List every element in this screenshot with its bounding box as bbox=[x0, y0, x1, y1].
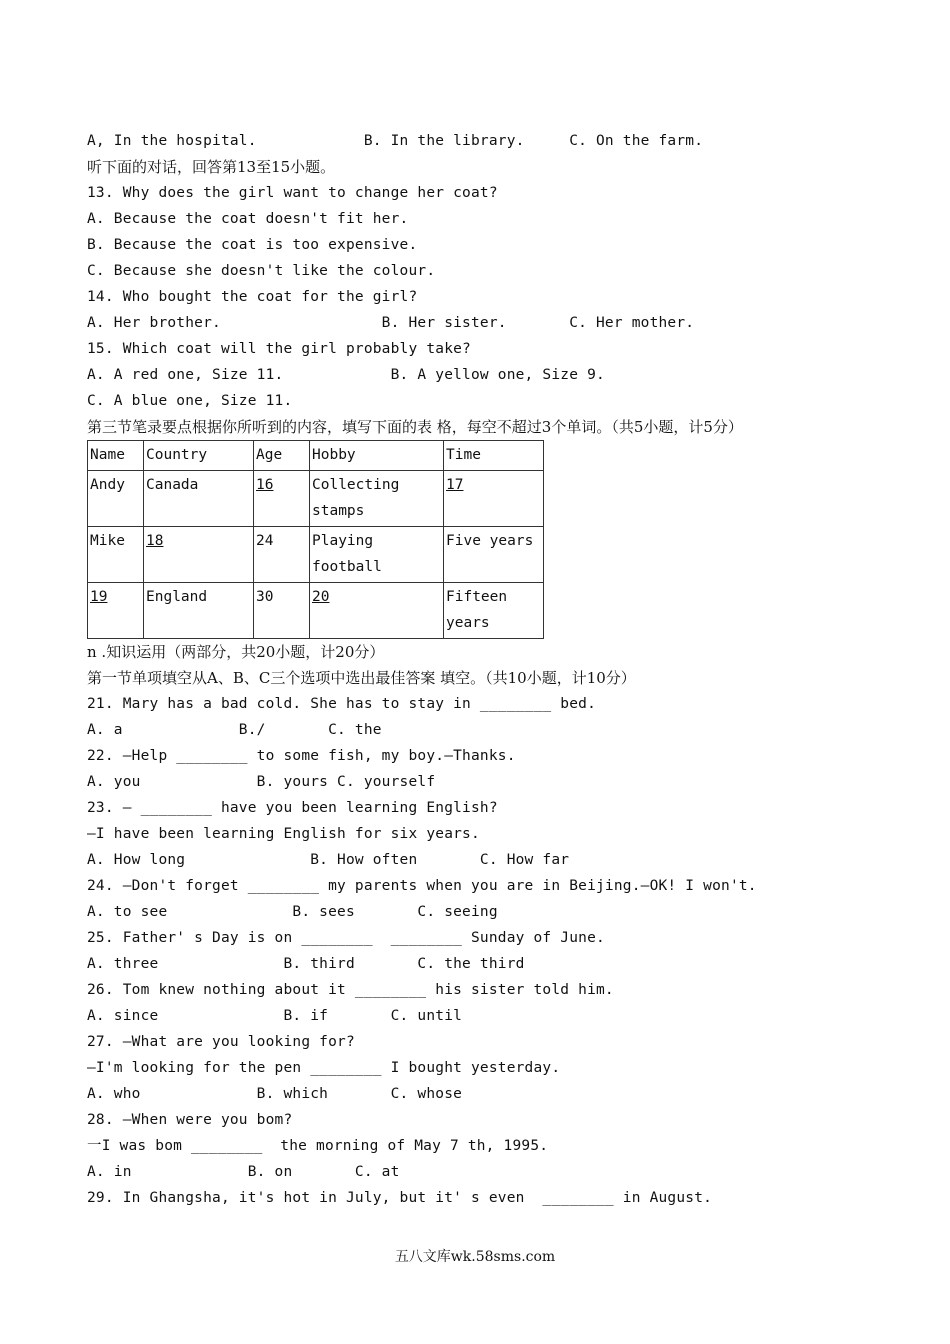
cell-hobby: Collecting stamps bbox=[310, 471, 444, 527]
text-line: 第三节笔录要点根据你所听到的内容，填写下面的表 格，每空不超过3个单词。（共5小题，计5分） bbox=[87, 418, 743, 436]
cell-name: Mike bbox=[88, 527, 144, 583]
text-line: A. to see B. sees C. seeing bbox=[87, 904, 498, 920]
table-header-row bbox=[88, 441, 544, 471]
header-hobby: Hobby bbox=[310, 441, 444, 471]
text-line: 13. Why does the girl want to change her coat? bbox=[87, 185, 498, 201]
text-line: C. A blue one, Size 11. bbox=[87, 393, 293, 409]
cell-country: England bbox=[144, 583, 254, 639]
text-line: 28. —When were you bom? bbox=[87, 1112, 293, 1128]
text-line: A. How long B. How often C. How far bbox=[87, 852, 570, 868]
cell-age: 24 bbox=[254, 527, 310, 583]
cell-name: Andy bbox=[88, 471, 144, 527]
text-line: C. Because she doesn't like the colour. bbox=[87, 263, 436, 279]
table-row bbox=[88, 471, 544, 527]
cell-country: Canada bbox=[144, 471, 254, 527]
cell-time: Five years bbox=[444, 527, 544, 583]
text-line: A. A red one, Size 11. B. A yellow one, Size 9. bbox=[87, 367, 605, 383]
text-line: A. a B./ C. the bbox=[87, 722, 382, 738]
text-line: 23. — ________ have you been learning English? bbox=[87, 800, 498, 816]
notes-table bbox=[87, 440, 544, 639]
text-line: A. you B. yours C. yourself bbox=[87, 774, 436, 790]
text-line: 24. —Don't forget ________ my parents when you are in Beijing.—OK! I won't. bbox=[87, 878, 757, 894]
text-line: 27. —What are you looking for? bbox=[87, 1034, 355, 1050]
text-line: A. Because the coat doesn't fit her. bbox=[87, 211, 409, 227]
text-line: B. Because the coat is too expensive. bbox=[87, 237, 418, 253]
listening-section bbox=[87, 128, 887, 440]
text-line: A. since B. if C. until bbox=[87, 1008, 463, 1024]
knowledge-section bbox=[87, 639, 887, 1211]
blank-17: 17 bbox=[444, 471, 544, 527]
header-country: Country bbox=[144, 441, 254, 471]
text-line: 22. —Help ________ to some fish, my boy.—Thanks. bbox=[87, 748, 516, 764]
text-line: 一I was bom ________ the morning of May 7 th, 1995. bbox=[87, 1138, 549, 1154]
text-line: 21. Mary has a bad cold. She has to stay in ________ bed. bbox=[87, 696, 596, 712]
text-line: 14. Who bought the coat for the girl? bbox=[87, 289, 418, 305]
exam-page bbox=[87, 128, 887, 1211]
text-line: A. Her brother. B. Her sister. C. Her mother. bbox=[87, 315, 695, 331]
blank-20: 20 bbox=[310, 583, 444, 639]
text-line: 第一节单项填空从A、B、C三个选项中选出最佳答案 填空。（共10小题，计10分） bbox=[87, 669, 636, 687]
header-age: Age bbox=[254, 441, 310, 471]
text-line: —I have been learning English for six years. bbox=[87, 826, 480, 842]
text-line: 25. Father' s Day is on ________ ________ Sunday of June. bbox=[87, 930, 605, 946]
text-line: 15. Which coat will the girl probably take? bbox=[87, 341, 471, 357]
table-row bbox=[88, 583, 544, 639]
cell-age: 30 bbox=[254, 583, 310, 639]
text-line: n .知识运用（两部分，共20小题，计20分） bbox=[87, 643, 385, 661]
text-line: 26. Tom knew nothing about it ________ his sister told him. bbox=[87, 982, 614, 998]
text-line: —I'm looking for the pen ________ I bought yesterday. bbox=[87, 1060, 561, 1076]
text-line: A. who B. which C. whose bbox=[87, 1086, 463, 1102]
text-line: A. three B. third C. the third bbox=[87, 956, 525, 972]
blank-18: 18 bbox=[144, 527, 254, 583]
table-row bbox=[88, 527, 544, 583]
header-name: Name bbox=[88, 441, 144, 471]
footer-watermark: 五八文库wk.58sms.com bbox=[394, 1249, 556, 1265]
text-line: A. in B. on C. at bbox=[87, 1164, 400, 1180]
blank-19: 19 bbox=[88, 583, 144, 639]
header-time: Time bbox=[444, 441, 544, 471]
blank-16: 16 bbox=[254, 471, 310, 527]
text-line: A, In the hospital. B. In the library. C. On the farm. bbox=[87, 133, 704, 149]
text-line: 29. In Ghangsha, it's hot in July, but it' s even ________ in August. bbox=[87, 1190, 713, 1206]
cell-time: Fifteen years bbox=[444, 583, 544, 639]
text-line: 听下面的对话，回答第13至15小题。 bbox=[87, 158, 336, 176]
cell-hobby: Playing football bbox=[310, 527, 444, 583]
